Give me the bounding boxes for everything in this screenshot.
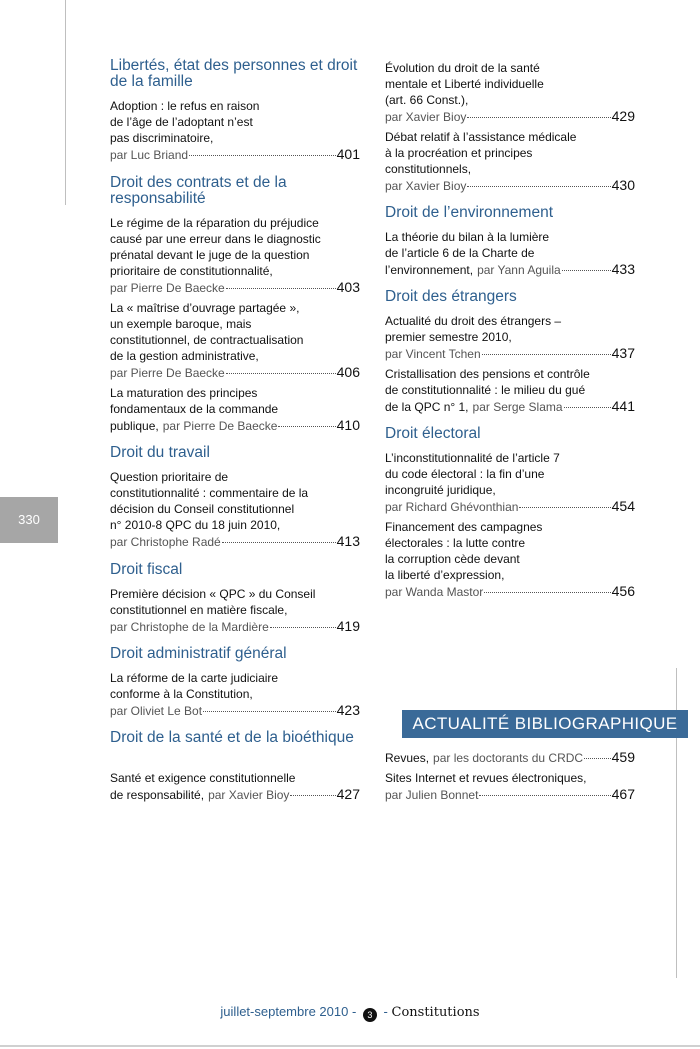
dot-leader [290, 795, 335, 796]
toc-entry[interactable] [385, 450, 635, 515]
page-number-tab: 330 [0, 497, 58, 543]
entry-page: 454 [611, 498, 635, 514]
dot-leader [189, 155, 336, 156]
entry-page: 430 [611, 177, 635, 193]
section-title: Droit de l’environnement [385, 204, 554, 221]
section-title: Droit du travail [110, 444, 210, 461]
footer-separator: - [351, 1004, 357, 1019]
entry-title: Adoption : le refus en raison de l’âge de l’adoptant n’est pas discriminatoire, [110, 99, 260, 145]
entry-author: par Xavier Bioy [385, 110, 467, 124]
toc-entry[interactable] [385, 749, 635, 766]
bibliography-banner: ACTUALITÉ BIBLIOGRAPHIQUE [402, 710, 688, 738]
entry-author: par Pierre De Baecke [162, 419, 278, 433]
dot-leader [226, 373, 336, 374]
entry-title: L’inconstitutionnalité de l’article 7 du code électoral : la fin d’une incongruité juridique, [385, 451, 560, 497]
entry-inline-text: publique, [110, 419, 159, 433]
entry-title: La théorie du bilan à la lumière de l’article 6 de la Charte de [385, 230, 550, 260]
entry-page: 413 [336, 533, 360, 549]
entry-title: Actualité du droit des étrangers – premier semestre 2010, [385, 314, 562, 344]
entry-title: Santé et exigence constitutionnelle [110, 771, 296, 785]
toc-entry[interactable] [110, 385, 360, 434]
entry-page: 459 [611, 749, 635, 765]
entry-title: Le régime de la réparation du préjudice causé par une erreur dans le diagnostic prénatal devant le juge de la question prioritaire de constitutionnalité, [110, 216, 321, 278]
entry-author: par Luc Briand [110, 148, 189, 162]
entry-inline-text: de la QPC n° 1, [385, 400, 469, 414]
top-left-rule [65, 0, 66, 205]
toc-entry[interactable] [385, 770, 635, 803]
dot-leader [226, 288, 336, 289]
entry-inline-text: de responsabilité, [110, 788, 205, 802]
dot-leader [467, 117, 610, 118]
entry-author: par Christophe Radé [110, 535, 221, 549]
entry-page: 456 [611, 583, 635, 599]
dot-leader [467, 186, 610, 187]
toc-entry[interactable] [110, 469, 360, 550]
dot-leader [584, 758, 611, 759]
entry-inline-text: l’environnement, [385, 263, 474, 277]
entry-page: 433 [611, 261, 635, 277]
entry-title: Sites Internet et revues électroniques, [385, 771, 587, 785]
entry-title: La maturation des principes fondamentaux de la commande [110, 386, 279, 416]
toc-entry[interactable] [385, 366, 635, 415]
entry-page: 410 [336, 417, 360, 433]
toc-entry[interactable] [110, 300, 360, 381]
dot-leader [519, 507, 610, 508]
entry-inline-text: Revues, [385, 751, 430, 765]
section-title: Droit de la santé et de la bioéthique [110, 729, 354, 746]
entry-author: par Julien Bonnet [385, 788, 479, 802]
dot-leader [564, 407, 611, 408]
section-title: Droit administratif général [110, 645, 287, 662]
toc-entry[interactable] [110, 586, 360, 635]
footer-journal: Constitutions [391, 1005, 480, 1020]
toc-entry[interactable] [110, 670, 360, 719]
entry-author: par Xavier Bioy [208, 788, 290, 802]
entry-page: 419 [336, 618, 360, 634]
footer-separator: - [383, 1004, 388, 1019]
entry-author: par Xavier Bioy [385, 179, 467, 193]
section-title: Libertés, état des personnes et droit de la famille [110, 57, 358, 90]
entry-author: par Christophe de la Mardière [110, 620, 269, 634]
section-title: Droit des contrats et de la responsabilité [110, 174, 287, 207]
dot-leader [479, 795, 610, 796]
dot-leader [270, 627, 336, 628]
toc-entry[interactable] [110, 215, 360, 296]
footer-issue-number: 3 [363, 1008, 377, 1022]
entry-author: par Yann Aguila [477, 263, 561, 277]
section-title: Droit des étrangers [385, 288, 517, 305]
entry-title: Question prioritaire de constitutionnalité : commentaire de la décision du Conseil constitutionnel n° 2010-8 QPC du 18 juin 2010, [110, 470, 309, 532]
entry-page: 437 [611, 345, 635, 361]
entry-author: par Serge Slama [472, 400, 563, 414]
entry-author: par les doctorants du CRDC [433, 751, 584, 765]
footer-issue: juillet-septembre 2010 [220, 1004, 349, 1019]
entry-author: par Pierre De Baecke [110, 366, 225, 380]
dot-leader [562, 270, 611, 271]
entry-page: 401 [336, 146, 360, 162]
entry-title: La réforme de la carte judiciaire conforme à la Constitution, [110, 671, 279, 701]
toc-entry[interactable] [110, 770, 360, 803]
toc-entry[interactable] [385, 129, 635, 194]
entry-title: Première décision « QPC » du Conseil constitutionnel en matière fiscale, [110, 587, 316, 617]
entry-author: par Wanda Mastor [385, 585, 484, 599]
dot-leader [484, 592, 610, 593]
dot-leader [203, 711, 336, 712]
entry-title: Débat relatif à l’assistance médicale à la procréation et principes constitutionnels, [385, 130, 577, 176]
section-title: Droit électoral [385, 425, 481, 442]
entry-author: par Pierre De Baecke [110, 281, 225, 295]
toc-entry[interactable] [385, 229, 635, 278]
entry-author: par Oliviet Le Bot [110, 704, 203, 718]
toc-entry[interactable] [110, 98, 360, 163]
toc-entry[interactable] [385, 313, 635, 362]
entry-author: par Richard Ghévonthian [385, 500, 519, 514]
dot-leader [482, 354, 611, 355]
bottom-rule [0, 1045, 700, 1047]
entry-page: 429 [611, 108, 635, 124]
entry-title: Financement des campagnes électorales : la lutte contre la corruption cède devant la liberté d’expression, [385, 520, 543, 582]
dot-leader [222, 542, 336, 543]
entry-title: Cristallisation des pensions et contrôle de constitutionnalité : le milieu du gué [385, 367, 590, 397]
dot-leader [278, 426, 335, 427]
entry-page: 427 [336, 786, 360, 802]
entry-page: 406 [336, 364, 360, 380]
entry-page: 441 [611, 398, 635, 414]
entry-page: 467 [611, 786, 635, 802]
page-footer [0, 1004, 700, 1022]
entry-author: par Vincent Tchen [385, 347, 481, 361]
entry-title: Évolution du droit de la santé mentale et Liberté individuelle (art. 66 Const.), [385, 61, 544, 107]
toc-entry[interactable] [385, 60, 635, 125]
toc-entry[interactable] [385, 519, 635, 600]
entry-page: 423 [336, 702, 360, 718]
section-title: Droit fiscal [110, 561, 183, 578]
entry-title: La « maîtrise d’ouvrage partagée », un exemple baroque, mais constitutionnel, de contractualisation de la gestion administrative, [110, 301, 304, 363]
entry-page: 403 [336, 279, 360, 295]
